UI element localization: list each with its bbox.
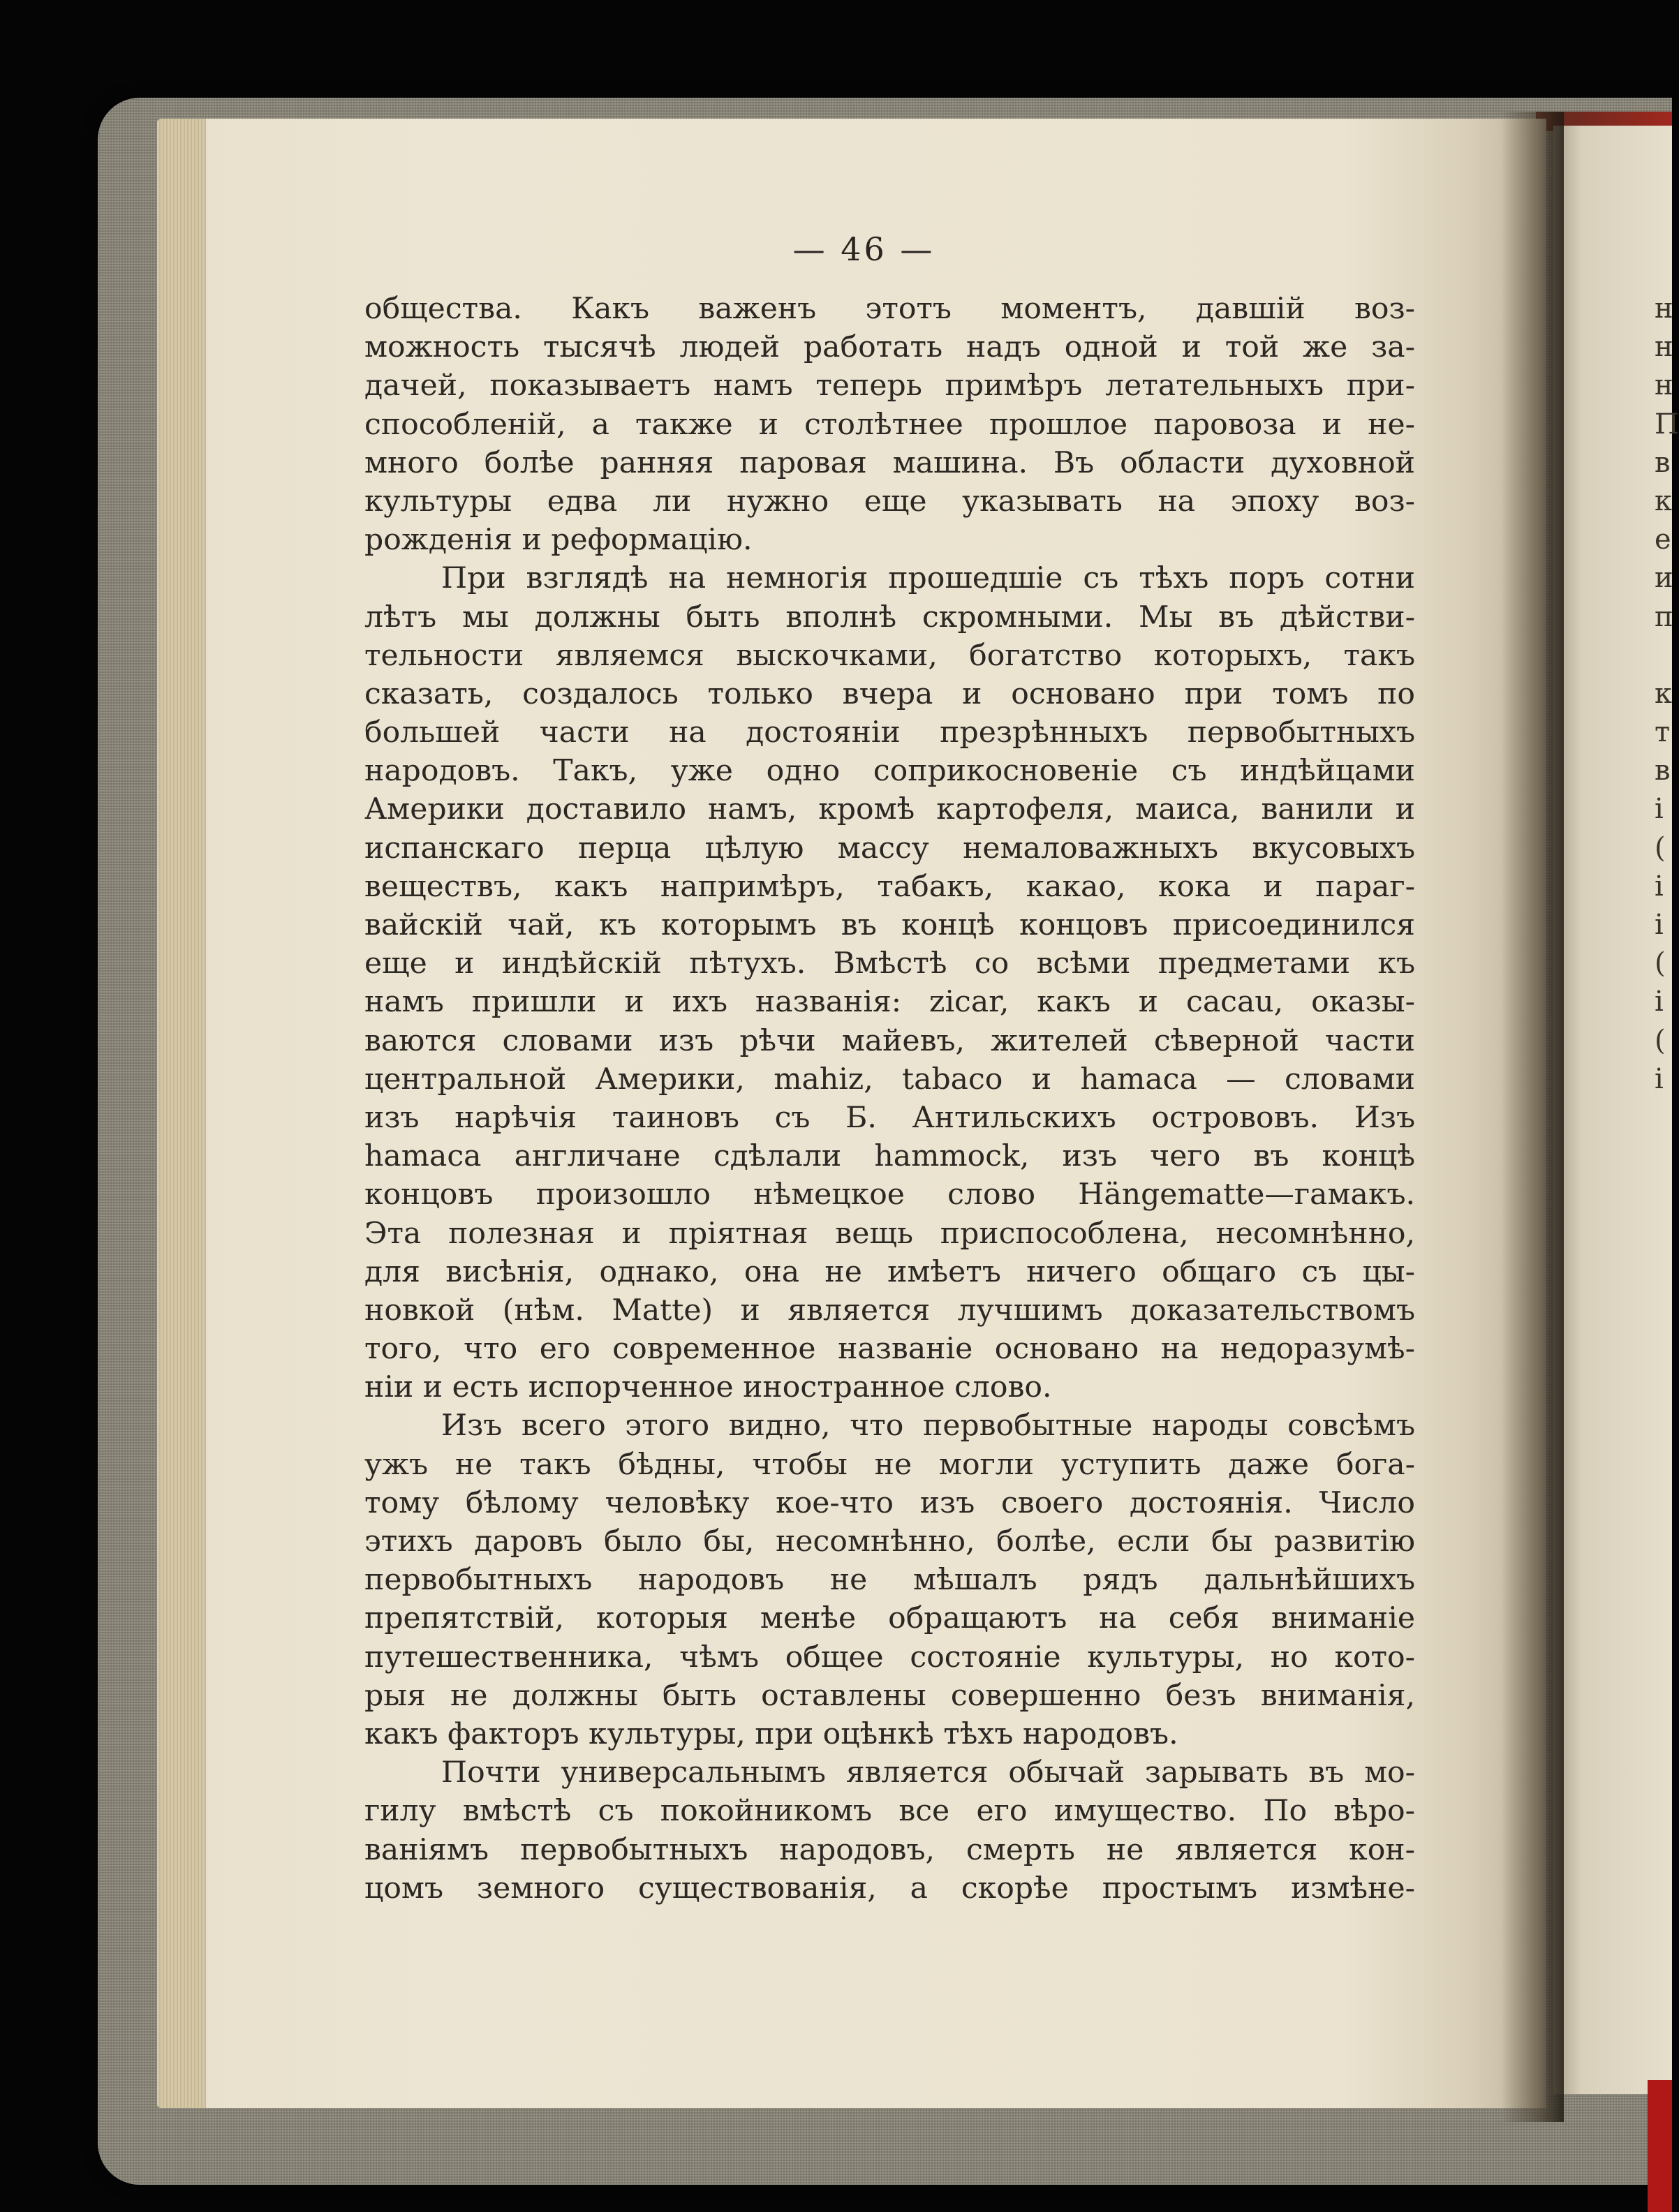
right-page-fragment — [1655, 1869, 1672, 1908]
text-line: изъ нарѣчія таиновъ съ Б. Антильскихъ острововъ. Изъ — [364, 1100, 1415, 1135]
text-line: веществъ, какъ напримѣръ, табакъ, какао, кока и параг- — [364, 869, 1415, 904]
text-line: центральной Америки, mahiz, tabaco и hamaca — словами — [364, 1062, 1415, 1097]
right-page-fragment: ( — [1655, 947, 1666, 980]
right-page-fragment: н — [1655, 369, 1673, 402]
text-line: еще и индѣйскій пѣтухъ. Вмѣстѣ со всѣми предметами къ — [364, 947, 1415, 981]
text-line: цомъ земного существованія, а скорѣе простымъ измѣне- — [364, 1871, 1415, 1906]
right-page-fragment — [1655, 1330, 1672, 1368]
right-page-fragment: к — [1655, 484, 1672, 517]
text-line: испанскаго перца цѣлую массу немаловажныхъ вкусовыхъ — [364, 831, 1415, 866]
right-page-fragment: і — [1655, 909, 1664, 941]
text-line: тому бѣлому человѣку кое-что изъ своего достоянія. Число — [364, 1485, 1415, 1520]
right-page-fragment: в — [1655, 755, 1671, 787]
page-number-row — [0, 230, 1672, 268]
page-number: — 46 — — [792, 230, 935, 268]
right-page-fragment: т — [1655, 716, 1671, 749]
right-page-fragment: ( — [1655, 831, 1666, 864]
right-page-fragment — [1655, 1638, 1672, 1677]
right-page-fragment: п — [1655, 600, 1673, 633]
text-line: общества. Какъ важенъ этотъ моментъ, давшій воз- — [364, 292, 1415, 326]
right-page-fragment — [1655, 1753, 1672, 1792]
red-page-edge — [1648, 2080, 1672, 2212]
right-page-fragment — [1655, 1484, 1672, 1522]
text-line: вайскій чай, къ которымъ въ концѣ концовъ присоединился — [364, 908, 1415, 942]
right-page-fragment: и — [1655, 562, 1673, 595]
right-page-fragment — [1655, 1561, 1672, 1599]
right-page-fragment: е — [1655, 524, 1671, 556]
text-line: первобытныхъ народовъ не мѣшалъ рядъ дальнѣйшихъ — [364, 1563, 1415, 1598]
right-page-fragment — [1655, 1677, 1672, 1715]
right-page-fragment — [1655, 1599, 1672, 1638]
right-page-fragment: П — [1655, 408, 1679, 440]
text-line: народовъ. Такъ, уже одно соприкосновеніе съ индѣйцами — [364, 754, 1415, 789]
right-page-fragment: в — [1655, 446, 1671, 479]
right-page-fragment — [1655, 1715, 1672, 1753]
text-line: для висѣнія, однако, она не имѣетъ ничего общаго съ цы- — [364, 1254, 1415, 1289]
text-line: дачей, показываетъ намъ теперь примѣръ летательныхъ при- — [364, 369, 1415, 403]
right-page-fragment — [1655, 1522, 1672, 1561]
text-line: тельности являемся выскочками, богатство которыхъ, такъ — [364, 638, 1415, 673]
text-line: того, что его современное названіе основано на недоразумѣ- — [364, 1332, 1415, 1367]
right-page-fragment — [1655, 637, 1672, 675]
right-page-fragment: н — [1655, 292, 1673, 325]
right-page-fragment: і — [1655, 1062, 1664, 1095]
right-page-fragment: к — [1655, 677, 1672, 710]
text-line: рожденія и реформацію. — [364, 523, 753, 558]
text-line: сказать, создалось только вчера и основано при томъ по — [364, 676, 1415, 711]
text-line: способленій, а также и столѣтнее прошлое паровоза и не- — [364, 407, 1415, 442]
text-line: путешественника, чѣмъ общее состояніе культуры, но кото- — [364, 1640, 1415, 1675]
right-page-fragment: і — [1655, 986, 1664, 1018]
text-line: культуры едва ли нужно еще указывать на эпоху воз- — [364, 484, 1415, 519]
text-line: ужъ не такъ бѣдны, чтобы не могли уступить даже бога- — [364, 1447, 1415, 1482]
text-line: Америки доставило намъ, кромѣ картофеля, маиса, ванили и — [364, 792, 1415, 827]
right-page-fragments — [1655, 290, 1679, 1908]
text-line: какъ факторъ культуры, при оцѣнкѣ тѣхъ народовъ. — [364, 1716, 1178, 1751]
text-line: этихъ даровъ было бы, несомнѣнно, болѣе, если бы развитію — [364, 1524, 1415, 1559]
text-line: hamaca англичане сдѣлали hammock, изъ чего въ концѣ — [364, 1139, 1415, 1174]
text-line: Почти универсальнымъ является обычай зарывать въ мо- — [441, 1756, 1415, 1790]
text-line: можность тысячѣ людей работать надъ одной и той же за- — [364, 330, 1415, 365]
text-line: концовъ произошло нѣмецкое слово Hängematte—гамакъ. — [364, 1178, 1415, 1212]
right-page-fragment — [1655, 1291, 1672, 1330]
text-line: Изъ всего этого видно, что первобытные народы совсѣмъ — [441, 1409, 1415, 1443]
right-page-fragment — [1655, 1368, 1672, 1406]
text-line: рыя не должны быть оставлены совершенно безъ вниманія, — [364, 1678, 1415, 1713]
text-line: лѣтъ мы должны быть вполнѣ скромными. Мы въ дѣйстви- — [364, 600, 1415, 634]
book-gutter — [1501, 112, 1564, 2122]
text-line: большей части на достояніи презрѣнныхъ первобытныхъ — [364, 715, 1415, 750]
text-line: ваются словами изъ рѣчи майевъ, жителей сѣверной части — [364, 1023, 1415, 1058]
text-line: ніи и есть испорченное иностранное слово. — [364, 1370, 1052, 1405]
right-page-fragment — [1655, 1137, 1672, 1175]
right-page-fragment — [1655, 1792, 1672, 1830]
text-line: ваніямъ первобытныхъ народовъ, смерть не является кон- — [364, 1832, 1415, 1867]
text-line: При взглядѣ на немногія прошедшіе съ тѣхъ поръ сотни — [441, 561, 1415, 596]
text-line: препятствій, которыя менѣе обращаютъ на себя вниманіе — [364, 1601, 1415, 1636]
right-page-fragment — [1655, 1831, 1672, 1869]
text-line: намъ пришли и ихъ названія: zicar, какъ и cacau, оказы- — [364, 985, 1415, 1020]
right-page-fragment: н — [1655, 331, 1673, 364]
text-line: много болѣе ранняя паровая машина. Въ области духовной — [364, 445, 1415, 480]
right-page-fragment: ( — [1655, 1024, 1666, 1057]
right-page-fragment — [1655, 1446, 1672, 1484]
right-page-fragment: і — [1655, 870, 1664, 903]
page-text — [364, 290, 1415, 1908]
text-line: Эта полезная и пріятная вещь приспособлена, несомнѣнно, — [364, 1216, 1415, 1251]
right-page-fragment — [1655, 1253, 1672, 1291]
right-page-fragment — [1655, 1406, 1672, 1445]
page-stack-edge — [157, 119, 206, 2108]
right-page-fragment — [1655, 1099, 1672, 1137]
right-page-fragment — [1655, 1175, 1672, 1214]
right-page-fragment: і — [1655, 793, 1664, 826]
right-page-fragment — [1655, 1215, 1672, 1253]
text-line: гилу вмѣстѣ съ покойникомъ все его имущество. По вѣро- — [364, 1794, 1415, 1829]
text-line: новкой (нѣм. Matte) и является лучшимъ доказательствомъ — [364, 1293, 1415, 1328]
